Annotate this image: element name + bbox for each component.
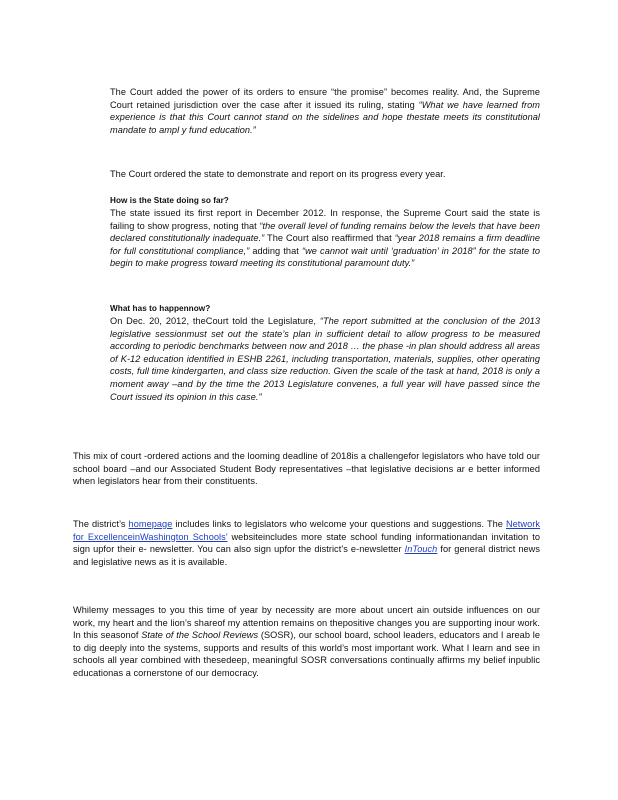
mix-of-actions-text: This mix of court -ordered actions and the looming deadline of 2018is a challengefor legislators who have told our school board –and our Associated Student Body representatives –that legislative decisions ar e better informed when legislators hear from their constituents. (73, 451, 540, 487)
district-links-text-1: The district’s (73, 519, 129, 529)
closing-text-1: Whilemy messages to you this time of year by necessity are more about uncert ain outside influences on our work, my heart and the lion’s shareof my attention remains on thepositive changes you are supporting inour work. In this seasonof (73, 605, 540, 641)
sosr-title: State of the School Reviews (141, 630, 259, 641)
district-links-text-2: includes links to legislators who welcome your questions and suggestions. The (172, 519, 506, 529)
state-report-text-2: The Court also reaffirmed that (264, 233, 395, 244)
court-orders-paragraph (110, 86, 540, 136)
court-ordered-text: The Court ordered the state to demonstrate and report on its progress every year. (110, 169, 446, 179)
court-orders-quote: “What we have learned from experience is that this Court cannot stand on the sidelines and hope thestate meets its constitutional mandate to ampl y fund education.” (110, 99, 540, 135)
district-links-paragraph (73, 518, 540, 568)
closing-paragraph (73, 604, 540, 680)
state-report-text-1: The state issued its first report in December 2012. In response, the Supreme Court said the state is failing to show progress, noting that (110, 208, 540, 231)
homepage-link[interactable]: homepage (128, 519, 173, 529)
court-orders-text: The Court added the power of its orders to ensure “the promise” becomes reality. And, the Supreme Court retained jurisdiction over the case after it issued its ruling, stating (110, 87, 540, 110)
state-report-quote-1: “the overall level of funding remains below the levels that have been declared constitutionally inadequate.” (110, 220, 540, 244)
closing-text-2: (SOSR), our school board, school leaders, educators and I areab le to dig deeply into the systems, supports and results of this world’s most important work. What I learn and see in schools all year combined with thesedeep, meaningful SOSR conversations continually affirms my belief inpublic educationas a cornerstone of our democracy. (73, 630, 540, 678)
network-excellence-link[interactable]: Network for ExcellenceinWashington Schools’ (73, 519, 540, 542)
state-report-text-3: adding that (249, 245, 302, 256)
intouch-link[interactable]: InTouch (404, 544, 438, 555)
what-next-heading: What has to happennow? (110, 304, 211, 313)
state-progress-heading: How is the State doing so far? (110, 196, 229, 205)
court-legislature-text: On Dec. 20, 2012, theCourt told the Legislature, (110, 316, 320, 326)
court-legislature-paragraph (110, 315, 540, 403)
state-report-quote-2: “year 2018 remains a firm deadline for full constitutional compliance,” (110, 233, 541, 256)
mix-of-actions-paragraph (73, 450, 540, 488)
court-legislature-quote: “The report submitted at the conclusion of the 2013 legislative sessionmust set out the state’s plan in sufficient detail to allow progress to be measured according to periodic benchmarks between now and 2018 … the phase -in plan should address all areas of K-12 education identified in ESHB 2261, including transportation, materials, supplies, other operating costs, full time kindergarten, and class size reduction. Given the scale of the task at hand, 2018 is only a moment away –and by the time the 2013 Legislature convenes, a full year will have passed since the Court issued its opinion in this case.” (110, 316, 540, 402)
court-ordered-paragraph (110, 168, 540, 181)
district-links-text-3: websiteincludes more state school funding informationandan invitation to sign upfor their e- newsletter. You can also sign upfor the district’s e-newsletter (73, 531, 540, 555)
district-links-text-4: for general district news and legislative news as it is available. (73, 544, 541, 567)
state-report-paragraph (110, 207, 540, 270)
state-report-quote-3: “we cannot wait until ‘graduation’ in 2018” for the state to begin to make progress toward meeting its constitutional paramount duty.” (110, 245, 540, 269)
